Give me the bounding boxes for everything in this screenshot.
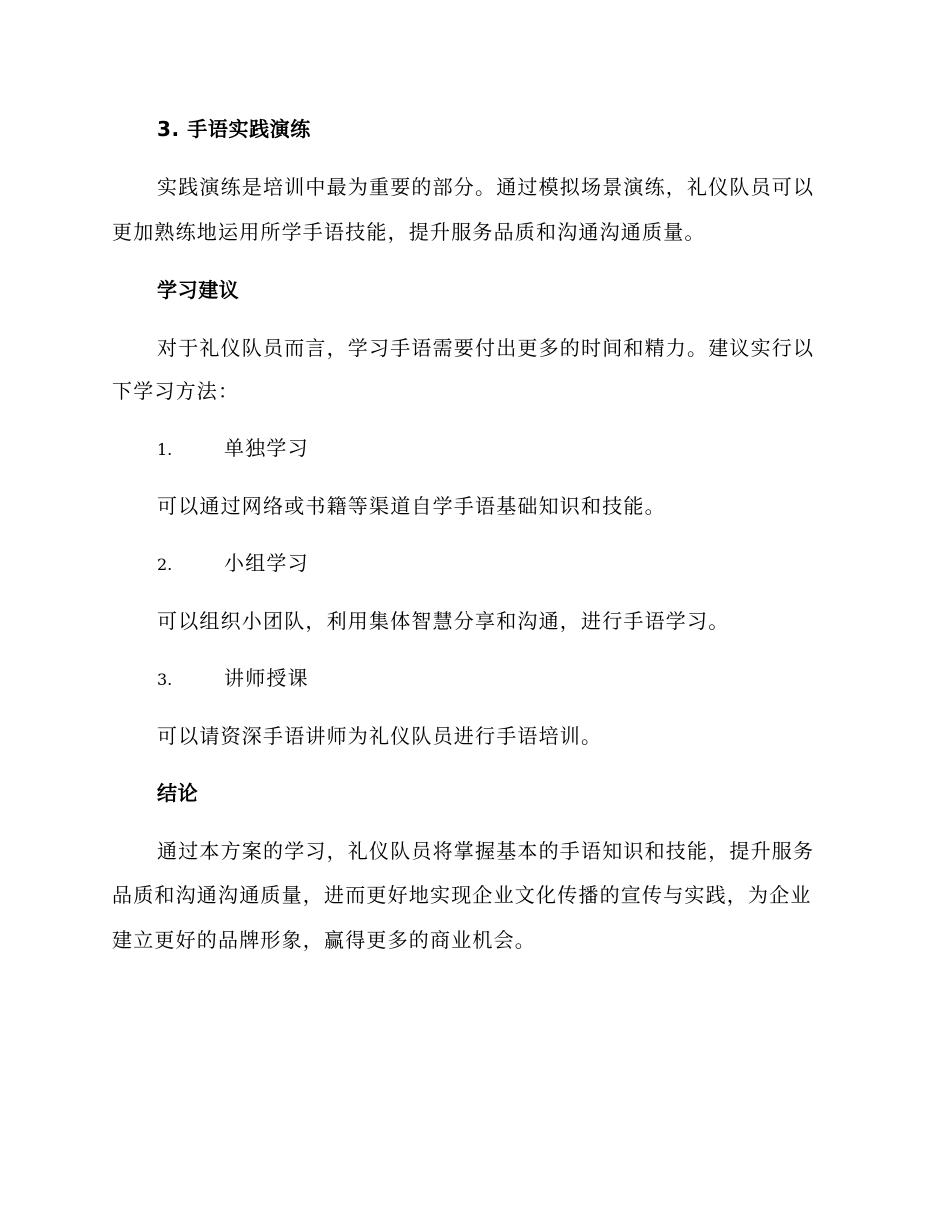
paragraph-line: 对于礼仪队员而言，学习手语需要付出更多的时间和精力。建议实行以 (157, 336, 815, 360)
list-item-number: 1. (157, 440, 173, 459)
paragraph-line: 通过本方案的学习，礼仪队员将掌握基本的手语知识和技能，提升服务 (157, 839, 815, 863)
section-heading-suggestions: 学习建议 (157, 278, 240, 302)
list-item-description: 可以通过网络或书籍等渠道自学手语基础知识和技能。 (157, 494, 666, 518)
list-item-number: 3. (157, 670, 173, 689)
paragraph-line: 下学习方法： (112, 379, 240, 403)
list-item-title: 单独学习 (224, 436, 309, 460)
list-item-number: 2. (157, 555, 173, 574)
list-item-description: 可以组织小团队，利用集体智慧分享和沟通，进行手语学习。 (157, 609, 730, 633)
list-item-description: 可以请资深手语讲师为礼仪队员进行手语培训。 (157, 724, 603, 748)
list-item-title: 讲师授课 (224, 666, 309, 690)
paragraph-line: 品质和沟通沟通质量，进而更好地实现企业文化传播的宣传与实践，为企业 (112, 883, 812, 907)
paragraph-line: 建立更好的品牌形象，赢得更多的商业机会。 (112, 928, 536, 952)
paragraph-line: 更加熟练地运用所学手语技能，提升服务品质和沟通沟通质量。 (112, 220, 706, 244)
section-heading-practice: 3. 手语实践演练 (157, 117, 311, 141)
list-item-title: 小组学习 (224, 551, 309, 575)
section-heading-conclusion: 结论 (157, 781, 199, 805)
paragraph-line: 实践演练是培训中最为重要的部分。通过模拟场景演练，礼仪队员可以 (157, 175, 815, 199)
